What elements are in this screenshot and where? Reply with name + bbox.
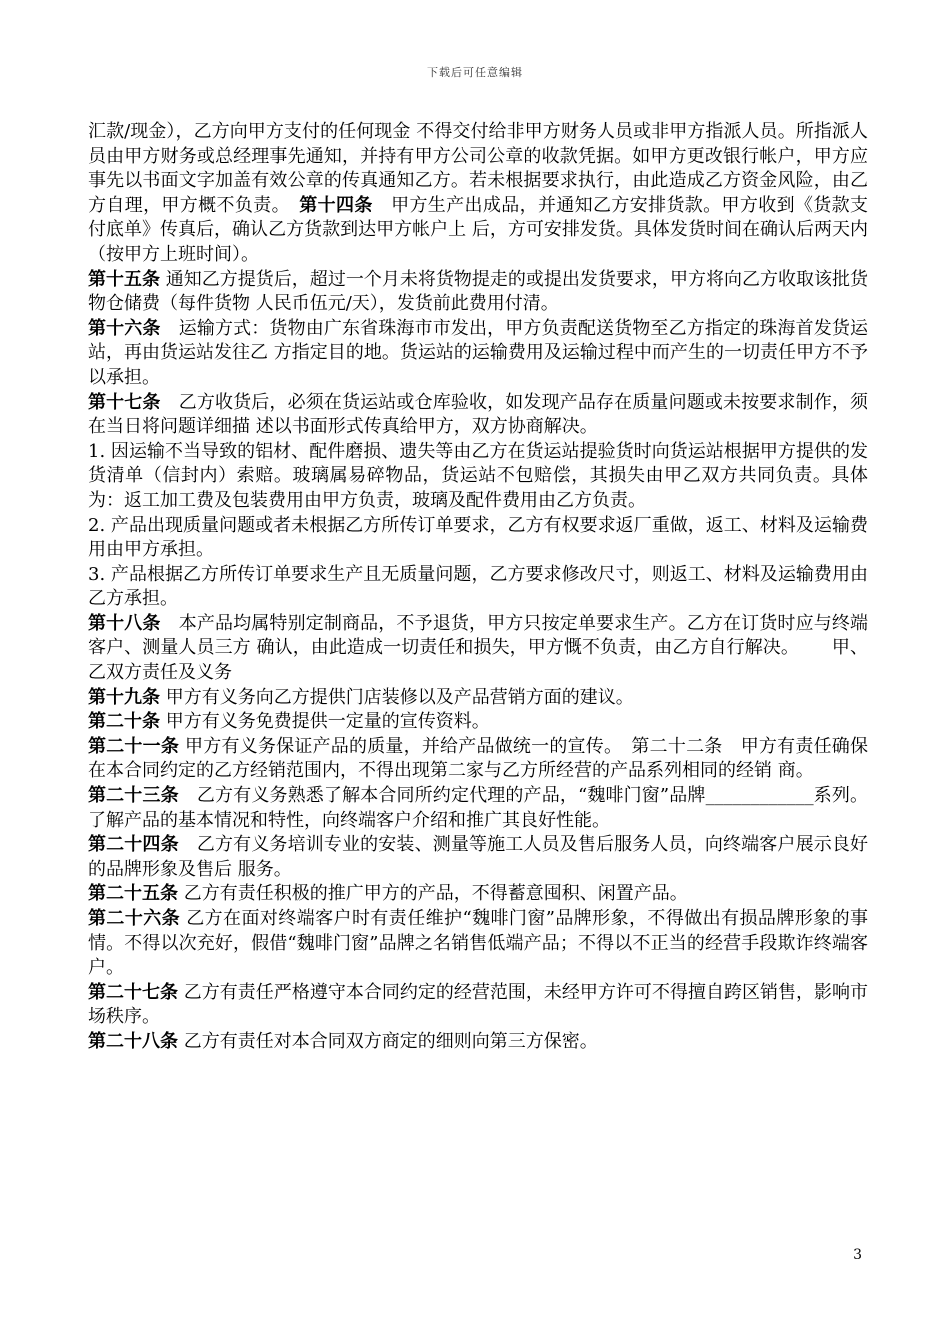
article-text: 乙方有责任对本合同双方商定的细则向第三方保密。 (178, 1030, 598, 1052)
article-text: 乙方有责任积极的推广甲方的产品，不得蓄意囤积、闲置产品。 (178, 883, 688, 905)
article-26 (88, 907, 868, 981)
article-text: 乙方有责任严格遵守本合同约定的经营范围，未经甲方许可不得擅自跨区销售，影响市场秩序。 (88, 981, 869, 1028)
article-text: 乙方有义务熟悉了解本合同所约定代理的产品，“魏啡门窗”品牌____________系列。了解产品的基本情况和特性，向终端客户介绍和推广其良好性能。 (88, 785, 869, 831)
paragraph-text: 汇款/现金），乙方向甲方支付的任何现金 不得交付给非甲方财务人员或非甲方指派人员。所指派人员由甲方财务或总经理事先通知，并持有甲方公司公章的收款凭据。如甲方更改银行帐户，甲方应事先以书面文字加盖有效公章的传真通知乙方。若未根据要求执行，由此造成乙方资金风险，由乙方自理，甲方概不负责。 (88, 121, 868, 216)
list-item-1: 1. 因运输不当导致的铝材、配件磨损、遗失等由乙方在货运站提验货时向货运站根据甲方提供的发货清单（信封内）索赔。玻璃属易碎物品，货运站不包赔偿，其损失由甲乙双方共同负责。具体为：返工加工费及包装费用由甲方负责，玻璃及配件费用由乙方负责。 (88, 440, 868, 511)
article-title: 第十五条 (88, 268, 161, 290)
article-title: 第二十八条 (88, 1030, 178, 1052)
article-title: 第十八条 (88, 612, 161, 634)
article-25 (88, 882, 868, 907)
article-27 (88, 981, 868, 1030)
article-text: 乙方收货后，必须在货运站或仓库验收，如发现产品存在质量问题或未按要求制作，须在当日将问题详细描 述以书面形式传真给甲方，双方协商解决。 (88, 391, 869, 438)
article-text: 乙方有义务培训专业的安装、测量等施工人员及售后服务人员，向终端客户展示良好的品牌形象及售后 服务。 (88, 834, 869, 880)
list-item-3: 3. 产品根据乙方所传订单要求生产且无质量问题，乙方要求修改尺寸，则返工、材料及运输费用由乙方承担。 (88, 563, 868, 610)
list-item-2: 2. 产品出现质量问题或者未根据乙方所传订单要求，乙方有权要求返厂重做，返工、材料及运输费用由甲方承担。 (88, 514, 868, 561)
article-20 (88, 710, 868, 735)
article-text: 本产品均属特别定制商品，不予退货，甲方只按定单要求生产。乙方在订货时应与终端客户、测量人员三方 确认，由此造成一切责任和损失，甲方慨不负责，由乙方自行解决。 甲、乙双方责任及义务 (88, 612, 869, 684)
article-24 (88, 833, 868, 882)
article-title: 第二十七条 (88, 981, 179, 1003)
article-title: 第十七条 (88, 391, 161, 413)
article-21 (88, 735, 868, 784)
paragraph-payment-and-article-14 (88, 120, 868, 268)
article-text: 乙方在面对终端客户时有责任维护“魏啡门窗”品牌形象，不得做出有损品牌形象的事情。不得以次充好，假借“魏啡门窗”品牌之名销售低端产品；不得以不正当的经营手段欺诈终端客户。 (88, 908, 868, 979)
article-title: 第二十四条 (88, 834, 179, 856)
article-17 (88, 391, 868, 440)
document-body (88, 120, 868, 1055)
article-text: 甲方有义务免费提供一定量的宣传资料。 (160, 711, 490, 733)
article-text: 甲方有义务保证产品的质量，并给产品做统一的宣传。 第二十二条 甲方有责任确保在本合同约定的乙方经销范围内，不得出现第二家与乙方所经营的产品系列相同的经销 商。 (88, 735, 869, 782)
article-text: 甲方有义务向乙方提供门店装修以及产品营销方面的建议。 (160, 686, 634, 708)
article-23 (88, 784, 868, 833)
article-18 (88, 612, 868, 686)
page-number: 3 (853, 1247, 862, 1263)
article-title: 第二十五条 (88, 883, 178, 905)
article-text: 运输方式：货物由广东省珠海市市发出，甲方负责配送货物至乙方指定的珠海首发货运站，再由货运站发往乙 方指定目的地。货运站的运输费用及运输过程中而产生的一切责任甲方不予以承担。 (88, 317, 869, 388)
page-header: 下载后可任意编辑 (427, 66, 523, 79)
article-title: 第十九条 (88, 686, 160, 708)
article-title: 第十六条 (88, 317, 161, 339)
article-title: 第二十一条 (88, 735, 180, 757)
article-15 (88, 268, 868, 317)
article-28 (88, 1030, 868, 1055)
article-title: 第二十三条 (88, 785, 179, 807)
article-title: 第二十条 (88, 711, 160, 733)
article-19 (88, 686, 868, 711)
article-text: 通知乙方提货后，超过一个月未将货物提走的或提出发货要求，甲方将向乙方收取该批货物仓储费（每件货物 人民币伍元/天），发货前此费用付清。 (88, 268, 869, 315)
article-16 (88, 317, 868, 391)
article-title: 第二十六条 (88, 908, 181, 929)
paragraph-text: 甲方生产出成品，并通知乙方安排货款。甲方收到《货款支付底单》传真后，确认乙方货款到达甲方帐户上 后，方可安排发货。具体发货时间在确认后两天内（按甲方上班时间）。 (88, 194, 869, 265)
article-title: 第十四条 (299, 194, 373, 216)
